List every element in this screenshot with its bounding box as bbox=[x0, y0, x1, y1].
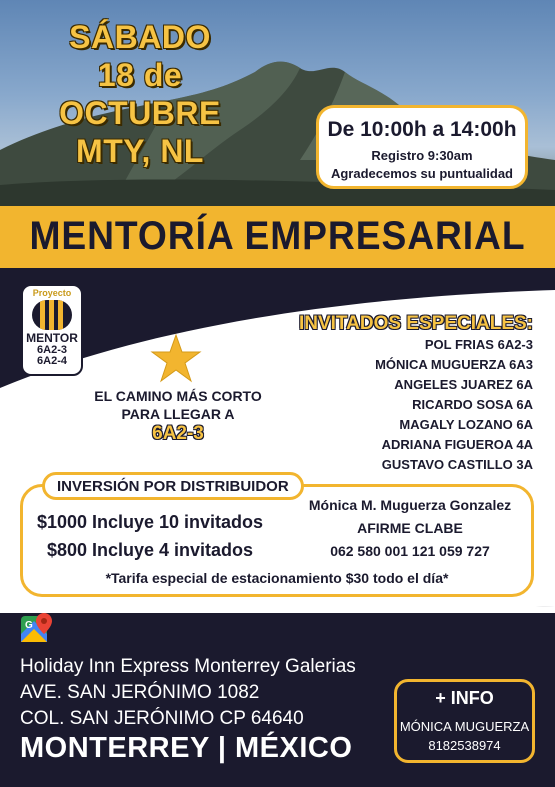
registration-time: Registro 9:30am bbox=[371, 148, 473, 163]
guest-item: RICARDO SOSA 6A bbox=[412, 397, 533, 412]
guest-item: POL FRIAS 6A2-3 bbox=[424, 337, 533, 352]
maps-pin-icon bbox=[20, 612, 54, 651]
contact-info-box bbox=[394, 679, 535, 763]
special-guests bbox=[273, 313, 533, 475]
bank-name: AFIRME CLABE bbox=[357, 520, 463, 536]
schedule-time: De 10:00h a 14:00h bbox=[327, 118, 517, 141]
svg-text:G: G bbox=[25, 620, 33, 631]
guest-item: ANGELES JUAREZ 6A bbox=[394, 377, 533, 392]
logo-code-1: 6A2-3 bbox=[37, 344, 67, 356]
price-option-1: $1000 Incluye 10 invitados bbox=[36, 512, 264, 532]
logo-code-2: 6A2-4 bbox=[37, 355, 67, 367]
tagline-line-2: PARA LLEGAR A bbox=[121, 406, 235, 422]
info-title: + INFO bbox=[435, 688, 494, 708]
address-line-2: COL. SAN JERÓNIMO CP 64640 bbox=[20, 708, 304, 729]
venue-name: Holiday Inn Express Monterrey Galerias bbox=[20, 656, 356, 677]
guests-title: INVITADOS ESPECIALES: bbox=[298, 313, 533, 334]
contact-phone: 8182538974 bbox=[428, 738, 501, 753]
clabe-number: 062 580 001 121 059 727 bbox=[330, 543, 490, 559]
logo-top-text: Proyecto bbox=[32, 288, 72, 298]
tagline-line-1: EL CAMINO MÁS CORTO bbox=[94, 388, 262, 404]
title-band bbox=[0, 206, 555, 268]
contact-name: MÓNICA MUGUERZA bbox=[399, 719, 530, 734]
tagline-highlight: 6A2-3 bbox=[152, 423, 204, 444]
schedule-box bbox=[316, 105, 528, 189]
event-date bbox=[40, 18, 240, 170]
mentor-logo bbox=[21, 284, 83, 376]
guest-item: MAGALY LOZANO 6A bbox=[399, 417, 533, 432]
venue-address bbox=[20, 654, 356, 732]
star-icon bbox=[150, 333, 202, 388]
price-option-2: $800 Incluye 4 invitados bbox=[46, 540, 254, 560]
logo-emblem-icon bbox=[32, 300, 72, 330]
address-line-1: AVE. SAN JERÓNIMO 1082 bbox=[20, 682, 260, 703]
event-title: MENTORÍA EMPRESARIAL bbox=[29, 214, 526, 258]
guest-item: MÓNICA MUGUERZA 6A3 bbox=[375, 357, 533, 372]
punctuality-note: Agradecemos su puntualidad bbox=[330, 166, 514, 181]
guest-item: GUSTAVO CASTILLO 3A bbox=[381, 457, 533, 472]
account-name: Mónica M. Muguerza Gonzalez bbox=[308, 497, 512, 513]
venue-city: MONTERREY | MÉXICO bbox=[20, 732, 353, 764]
guest-item: ADRIANA FIGUEROA 4A bbox=[381, 437, 533, 452]
tagline bbox=[88, 387, 268, 445]
parking-note: *Tarifa especial de estacionamiento $30 todo el día* bbox=[105, 570, 449, 586]
date-day: SÁBADO bbox=[69, 19, 211, 55]
investment-label: INVERSIÓN POR DISTRIBUIDOR bbox=[42, 472, 304, 500]
bank-details bbox=[290, 494, 530, 563]
date-place: MTY, NL bbox=[76, 133, 204, 169]
logo-name: MENTOR bbox=[26, 331, 78, 345]
date-day-month: 18 de OCTUBRE bbox=[59, 57, 221, 131]
